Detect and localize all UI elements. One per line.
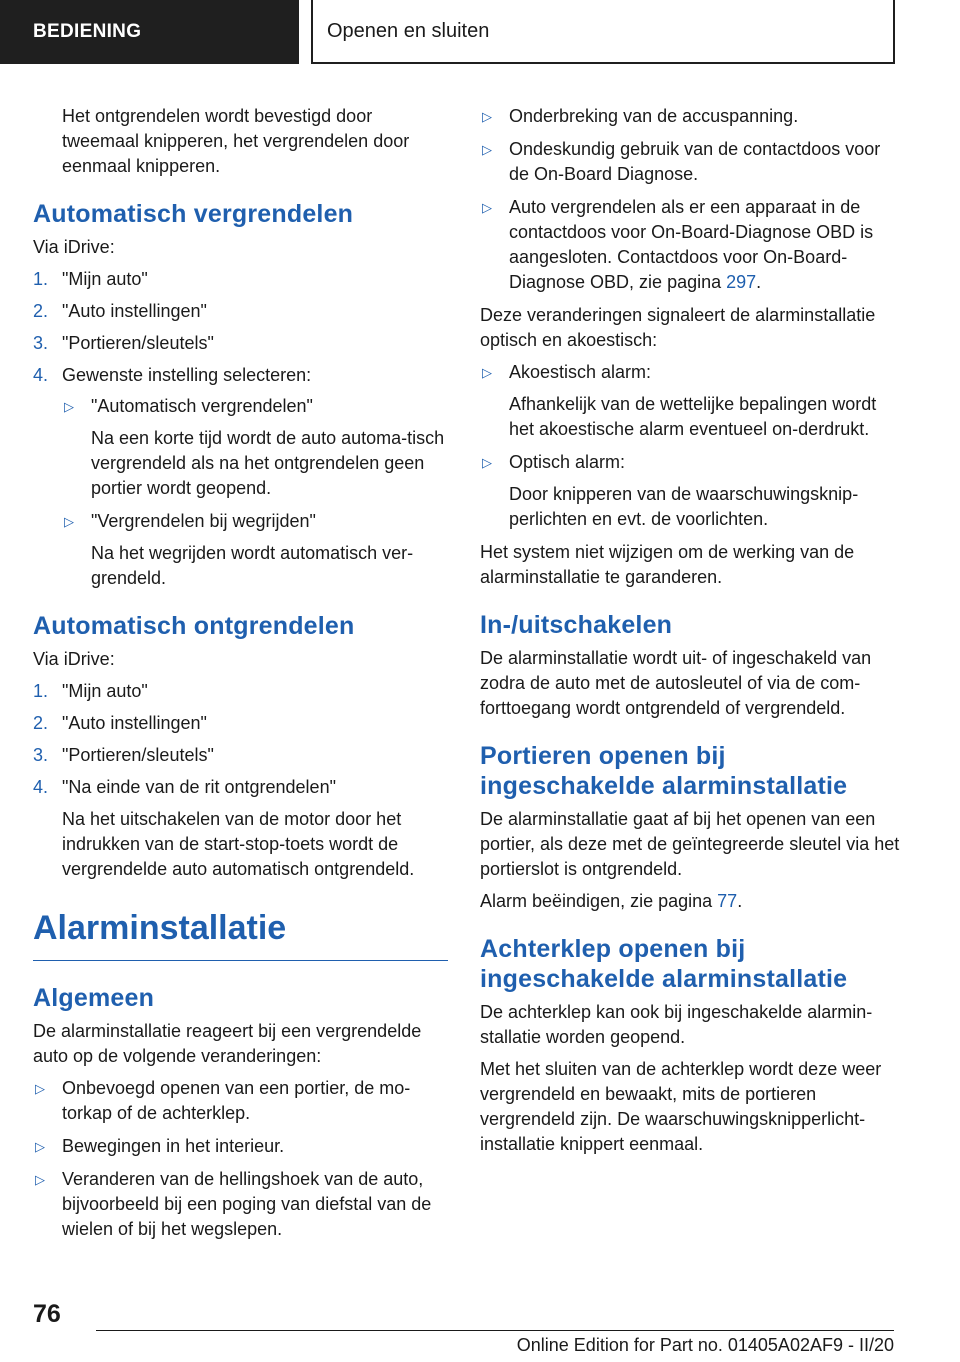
list-item: ▷ "Vergrendelen bij wegrijden" Na het wegrijden wordt automatisch ver-grendeld. bbox=[64, 511, 414, 588]
triangle-bullet-icon: ▷ bbox=[35, 1140, 45, 1155]
chapter-header bbox=[311, 0, 895, 64]
heading-doors: Portieren openen bij ingeschakelde alarminstallatie bbox=[480, 742, 848, 800]
triangle-bullet-icon: ▷ bbox=[482, 366, 492, 381]
general-text: De alarminstallatie reageert bij een vergrendelde auto op de volgende veranderingen: bbox=[33, 1021, 422, 1066]
page-link-297[interactable]: 297 bbox=[726, 272, 757, 292]
triangle-bullet-icon: ▷ bbox=[35, 1173, 45, 1188]
triangle-bullet-icon: ▷ bbox=[64, 400, 74, 415]
footer-divider bbox=[96, 1330, 894, 1331]
page-link-77[interactable]: 77 bbox=[717, 891, 738, 911]
list-item: ▷ Veranderen van de hellingshoek van de auto, bijvoorbeeld bij een poging van diefstal van de wielen of bij het wegslepen. bbox=[35, 1169, 432, 1239]
triangle-bullet-icon: ▷ bbox=[35, 1082, 45, 1097]
tailgate-text-1: De achterklep kan ook bij ingeschakelde alarmin-stallatie worden geopend. bbox=[480, 1002, 873, 1047]
heading-alarm: Alarminstallatie bbox=[33, 908, 448, 961]
signal-text: Deze veranderingen signaleert de alarminstallatie optisch en akoestisch: bbox=[480, 305, 876, 350]
list-item: 3. "Portieren/sleutels" bbox=[33, 333, 214, 353]
footer-edition: Online Edition for Part no. 01405A02AF9 - II/20 bbox=[516, 1335, 894, 1355]
intro-text: Het ontgrendelen wordt bevestigd door tweemaal knipperen, het vergrendelen door eenmaal knipperen. bbox=[62, 106, 410, 176]
system-text: Het system niet wijzigen om de werking van de alarminstallatie te garanderen. bbox=[480, 542, 855, 587]
auto-lock-options bbox=[62, 394, 448, 591]
list-item: ▷ Bewegingen in het interieur. bbox=[33, 1134, 448, 1159]
triangle-bullet-icon: ▷ bbox=[482, 456, 492, 471]
list-item: 2. "Auto instellingen" bbox=[33, 713, 207, 733]
section-tab bbox=[0, 0, 299, 64]
signal-list bbox=[480, 360, 900, 532]
list-item: ▷ "Automatisch vergrendelen" Na een korte tijd wordt de auto automa-tisch vergrendeld als na het ontgrendelen geen portier wordt geopend. bbox=[64, 396, 445, 498]
doors-text: De alarminstallatie gaat af bij het openen van een portier, als deze met de geïntegreerde sleutel via het portierslot is ontgrendeld. bbox=[480, 809, 900, 879]
alarm-trigger-list bbox=[33, 1076, 448, 1242]
heading-general: Algemeen bbox=[33, 984, 155, 1012]
chapter-title: Openen en sluiten bbox=[327, 19, 490, 42]
list-item: 1. "Mijn auto" bbox=[33, 269, 148, 289]
heading-auto-unlock: Automatisch ontgrendelen bbox=[33, 612, 355, 640]
auto-unlock-steps bbox=[33, 679, 448, 882]
left-column bbox=[33, 104, 448, 1250]
list-item: ▷ Onderbreking van de accuspanning. bbox=[480, 104, 900, 129]
list-item: 2. "Auto instellingen" bbox=[33, 301, 207, 321]
triangle-bullet-icon: ▷ bbox=[64, 515, 74, 530]
list-item: ▷ Ondeskundig gebruik van de contactdoos voor de On-Board Diagnose. bbox=[482, 139, 881, 184]
auto-unlock-via: Via iDrive: bbox=[33, 649, 115, 669]
alarm-end-text: Alarm beëindigen, zie pagina 77. bbox=[480, 891, 743, 911]
list-item: ▷ Akoestisch alarm: Afhankelijk van de wettelijke bepalingen wordt het akoestische alarm eventueel on-derdrukt. bbox=[482, 362, 877, 439]
on-off-text: De alarminstallatie wordt uit- of ingeschakeld van zodra de auto met de autosleutel of via de com-forttoegang wordt ontgrendeld of vergrendeld. bbox=[480, 648, 872, 718]
triangle-bullet-icon: ▷ bbox=[482, 110, 492, 125]
heading-auto-lock: Automatisch vergrendelen bbox=[33, 200, 354, 228]
heading-tailgate: Achterklep openen bij ingeschakelde alarminstallatie bbox=[480, 935, 848, 993]
page-number: 76 bbox=[33, 1300, 61, 1328]
auto-lock-steps bbox=[33, 267, 448, 591]
triangle-bullet-icon: ▷ bbox=[482, 143, 492, 158]
right-column bbox=[480, 104, 900, 1164]
list-item: ▷ Optisch alarm: Door knipperen van de waarschuwingsknip-perlichten en evt. de voorlichten. bbox=[482, 452, 859, 529]
tailgate-text-2: Met het sluiten van de achterklep wordt deze weer vergrendeld en bewaakt, mits de portieren vergrendeld zijn. De waarschuwingsknipperlicht-installatie knippert eenmaal. bbox=[480, 1059, 882, 1154]
list-item: ▷ Onbevoegd openen van een portier, de mo-torkap of de achterklep. bbox=[35, 1078, 411, 1123]
list-item: 4. Gewenste instelling selecteren: ▷ "Automatisch vergrendelen" Na een korte tijd wordt de auto automa-tisch vergrendeld als na het ontgrendelen geen portier wordt geopend. ▷ "Vergrendelen bij wegrijden" Na het wegrijden wordt automatisch ver-grendeld. bbox=[33, 363, 448, 591]
alarm-trigger-list-continued bbox=[480, 104, 900, 295]
list-item: ▷ Auto vergrendelen als er een apparaat in de contactdoos voor On-Board-Diagnose OBD is aangesloten. Contactdoos voor On-Board-Diagnose OBD, zie pagina 297. bbox=[482, 197, 874, 292]
auto-lock-via: Via iDrive: bbox=[33, 237, 115, 257]
heading-on-off: In-/uitschakelen bbox=[480, 611, 673, 639]
list-item: 1. "Mijn auto" bbox=[33, 681, 148, 701]
triangle-bullet-icon: ▷ bbox=[482, 201, 492, 216]
list-item: 4. "Na einde van de rit ontgrendelen" Na het uitschakelen van de motor door het indrukken van de start-stop-toets wordt de vergrendelde auto automatisch ontgrendeld. bbox=[33, 777, 415, 879]
list-item: 3. "Portieren/sleutels" bbox=[33, 745, 214, 765]
section-label: BEDIENING bbox=[33, 21, 142, 42]
